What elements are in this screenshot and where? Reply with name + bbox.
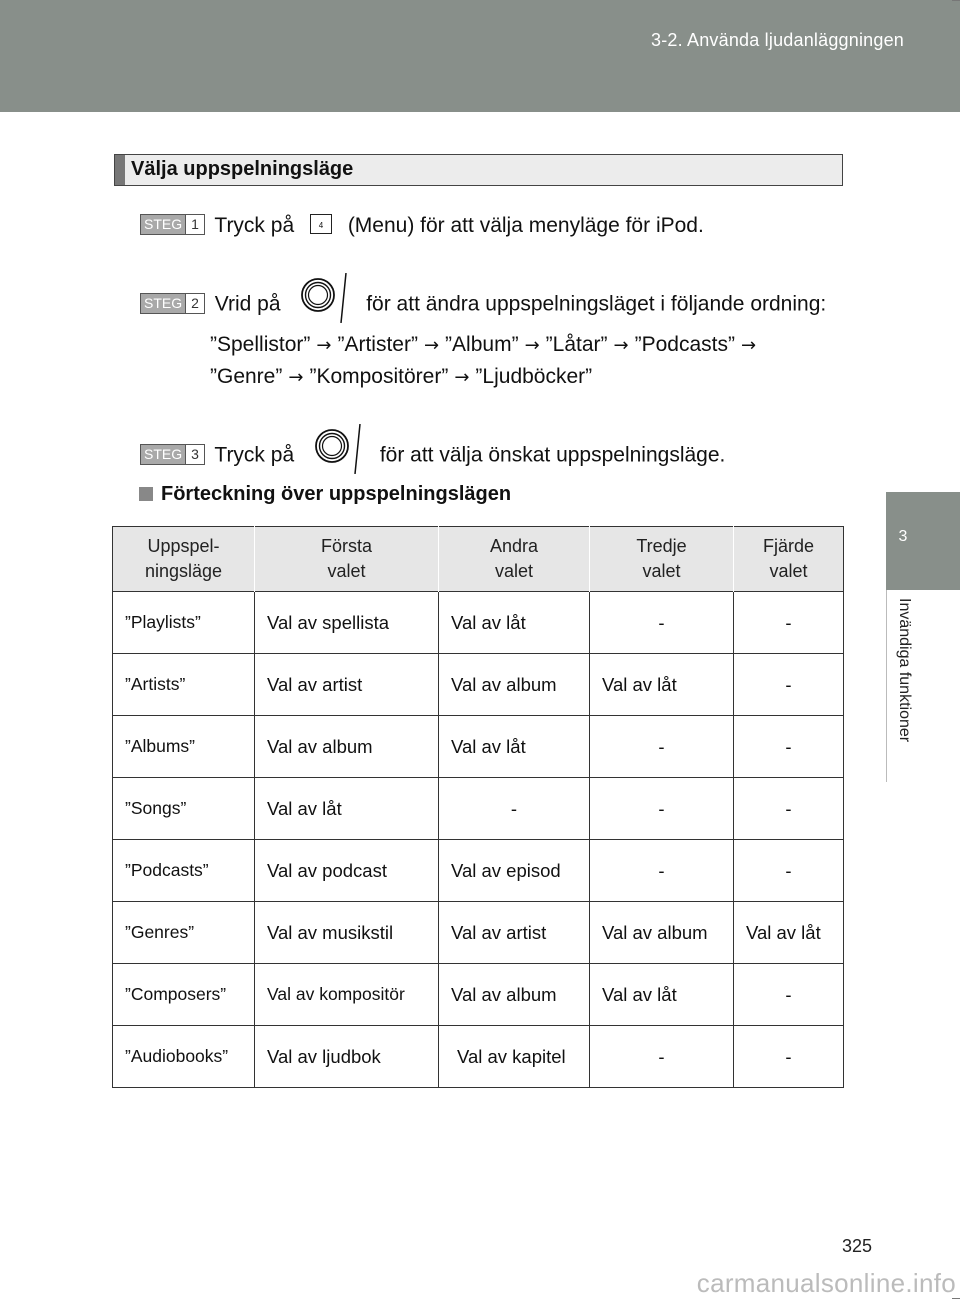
step-text-after: (Menu) för att välja menyläge för iPod. — [347, 214, 704, 237]
table-cell: Val av artist — [439, 902, 590, 964]
crop-mark — [952, 0, 960, 1]
table-cell: Val av låt — [734, 902, 844, 964]
chapter-title: Invändiga funktioner — [896, 598, 913, 743]
table-row — [113, 964, 844, 1026]
step-text-after: för att ändra uppspelningsläget i följande ordning: — [366, 292, 827, 316]
step-3 — [140, 428, 725, 484]
header-line: Uppspel- — [147, 536, 220, 556]
table-cell: Val av låt — [590, 654, 734, 716]
table-cell: Val av album — [439, 654, 590, 716]
tune-knob-icon — [308, 424, 366, 480]
header-line: valet — [494, 561, 534, 581]
arrow-icon: → — [524, 335, 540, 356]
table-row — [113, 716, 844, 778]
table-cell: - — [734, 592, 844, 654]
arrow-icon: → — [740, 335, 757, 356]
table-cell: ”Playlists” — [113, 592, 255, 654]
chapter-number: 3 — [898, 528, 908, 545]
page-number: 325 — [841, 1236, 872, 1256]
table-cell: Val av låt — [255, 778, 439, 840]
step-badge-label: STEG — [144, 445, 183, 462]
arrow-icon: → — [423, 335, 440, 356]
tune-knob-icon — [294, 273, 352, 329]
table-cell: Val av låt — [439, 716, 590, 778]
table-header-row — [113, 527, 844, 592]
table-cell: - — [439, 778, 590, 840]
header-line: valet — [642, 561, 681, 581]
order-item: ”Ljudböcker” — [475, 365, 593, 388]
order-item: ”Låtar” — [545, 333, 608, 356]
header-line: valet — [769, 561, 808, 581]
order-line-2 — [210, 365, 592, 389]
table-cell: - — [734, 654, 844, 716]
table-cell: ”Composers” — [113, 964, 255, 1026]
table-cell: - — [590, 778, 734, 840]
arrow-icon: → — [316, 335, 332, 356]
order-item: ”Spellistor” — [210, 333, 311, 356]
table-cell: - — [734, 778, 844, 840]
header-line: valet — [327, 561, 366, 581]
table-cell: Val av album — [590, 902, 734, 964]
table-row — [113, 902, 844, 964]
section-heading — [114, 154, 843, 186]
table-cell: - — [590, 716, 734, 778]
section-title: Välja uppspelningsläge — [131, 158, 354, 180]
order-item: ”Kompositörer” — [309, 365, 449, 388]
column-header — [113, 527, 255, 592]
table-row — [113, 778, 844, 840]
table-cell: - — [590, 1026, 734, 1088]
header-line: Andra — [489, 536, 539, 556]
table-cell: ”Albums” — [113, 716, 255, 778]
table-cell: Val av ljudbok — [255, 1026, 439, 1088]
table-cell: - — [590, 592, 734, 654]
header-line: Första — [320, 536, 372, 556]
step-badge — [140, 293, 205, 314]
table-cell: Val av album — [255, 716, 439, 778]
step-badge — [140, 214, 205, 235]
subheading-text: Förteckning över uppspelningslägen — [161, 483, 512, 505]
arrow-icon: → — [454, 367, 470, 388]
table-row — [113, 654, 844, 716]
header-line: Fjärde — [762, 536, 815, 556]
column-header — [734, 527, 844, 592]
table-cell: Val av episod — [439, 840, 590, 902]
step-text-before: Tryck på — [214, 443, 295, 467]
table-row — [113, 592, 844, 654]
table-cell: ”Podcasts” — [113, 840, 255, 902]
order-item: ”Album” — [445, 333, 519, 356]
table-cell: Val av musikstil — [255, 902, 439, 964]
step-text-after: för att välja önskat uppspelningsläge. — [379, 443, 726, 467]
table-row — [113, 1026, 844, 1088]
square-bullet-icon — [139, 487, 153, 501]
step-badge-label: STEG — [144, 294, 183, 311]
table-cell: Val av kapitel — [439, 1026, 590, 1088]
step-text-before: Vrid på — [214, 292, 281, 316]
step-badge-number: 3 — [185, 445, 204, 464]
menu-key-icon — [310, 214, 332, 234]
step-badge-label: STEG — [144, 215, 183, 232]
table-cell: Val av låt — [590, 964, 734, 1026]
table-cell: - — [734, 1026, 844, 1088]
table-cell: - — [590, 840, 734, 902]
header-line: ningsläge — [144, 561, 223, 581]
step-text-before: Tryck på — [214, 214, 295, 237]
header-section-title: 3-2. Använda ljudanläggningen — [650, 30, 904, 50]
playback-modes-table — [112, 526, 844, 1088]
step-badge-number: 1 — [185, 215, 204, 234]
table-row — [113, 840, 844, 902]
table-cell: Val av kompositör — [255, 964, 439, 1026]
order-item: ”Podcasts” — [634, 333, 735, 356]
table-cell: Val av låt — [439, 592, 590, 654]
table-subheading — [139, 483, 511, 506]
step-1 — [140, 214, 704, 238]
table-cell: Val av album — [439, 964, 590, 1026]
table-cell: ”Genres” — [113, 902, 255, 964]
section-heading-bar — [115, 155, 125, 185]
step-badge — [140, 444, 205, 465]
table-cell: ”Audiobooks” — [113, 1026, 255, 1088]
table-cell: - — [734, 964, 844, 1026]
column-header — [590, 527, 734, 592]
column-header — [439, 527, 590, 592]
table-cell: Val av spellista — [255, 592, 439, 654]
column-header — [255, 527, 439, 592]
table-cell: Val av artist — [255, 654, 439, 716]
order-line-1 — [210, 333, 762, 357]
step-2 — [140, 277, 826, 333]
header-line: Tredje — [636, 536, 687, 556]
arrow-icon: → — [288, 367, 304, 388]
order-item: ”Genre” — [210, 365, 283, 388]
watermark: carmanualsonline.info — [696, 1268, 956, 1298]
table-cell: ”Artists” — [113, 654, 255, 716]
menu-key-label: 4 — [318, 221, 324, 231]
step-badge-number: 2 — [185, 294, 204, 313]
table-cell: - — [734, 840, 844, 902]
header-band — [0, 0, 960, 112]
table-cell: - — [734, 716, 844, 778]
table-cell: ”Songs” — [113, 778, 255, 840]
arrow-icon: → — [613, 335, 629, 356]
order-item: ”Artister” — [337, 333, 418, 356]
table-cell: Val av podcast — [255, 840, 439, 902]
